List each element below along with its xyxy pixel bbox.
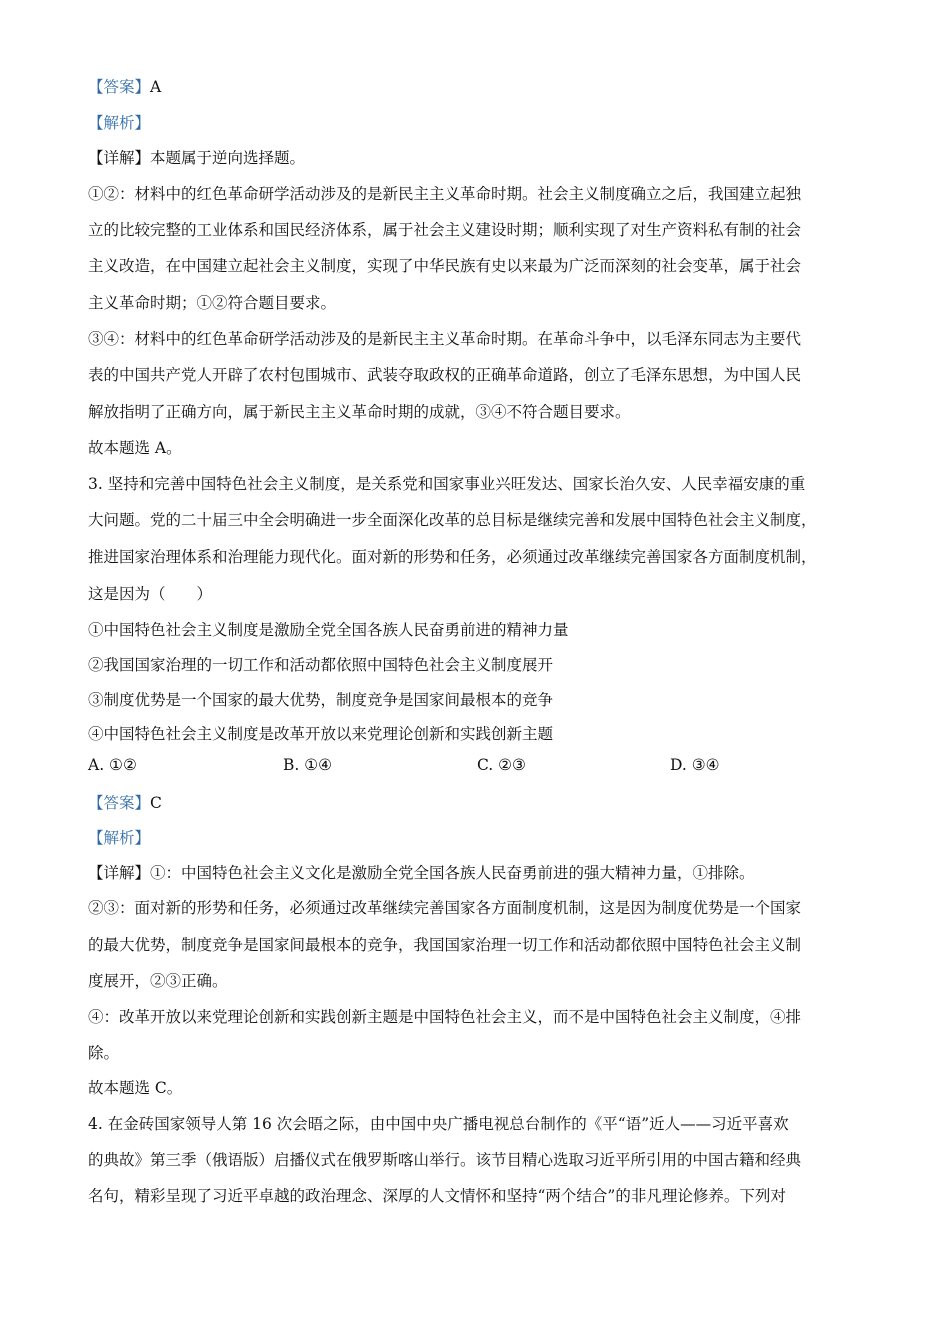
q3-detail3-line: ④：改革开放以来党理论创新和实践创新主题是中国特色社会主义，而不是中国特色社会主义制度，④排 xyxy=(88,1008,802,1026)
q3-statement: ①中国特色社会主义制度是激励全党全国各族人民奋勇前进的精神力量 xyxy=(88,621,569,639)
q3-statement: ②我国国家治理的一切工作和活动都依照中国特色社会主义制度展开 xyxy=(88,656,554,674)
answer-tag: 【答案】 xyxy=(88,78,151,96)
q3-conclusion: 故本题选 C。 xyxy=(88,1079,183,1097)
q4-stem-line: 的典故》第三季（俄语版）启播仪式在俄罗斯喀山举行。该节目精心选取习近平所引用的中国古籍和经典 xyxy=(88,1151,802,1169)
q3-stem-line: 这是因为（ ） xyxy=(88,585,213,603)
q2-answer-line xyxy=(88,75,161,97)
q3-option-a: A. ①② xyxy=(88,756,137,774)
q2-detail-intro-line xyxy=(88,146,305,168)
q4-stem-line: 4. 在金砖国家领导人第 16 次会晤之际，由中国中央广播电视总台制作的《平“语”近人——习近平喜欢 xyxy=(88,1115,789,1133)
q3-detail1-line xyxy=(88,861,755,883)
q2-para1-line: 立的比较完整的工业体系和国民经济体系，属于社会主义建设时期；顺利实现了对生产资料私有制的社会 xyxy=(88,221,802,239)
answer-tag: 【答案】 xyxy=(88,794,151,812)
answer-value: A xyxy=(150,78,162,96)
q3-option-c: C. ②③ xyxy=(477,756,526,774)
q2-para1-line: 主义革命时期；①②符合题目要求。 xyxy=(88,294,337,312)
q3-detail2-line: 度展开，②③正确。 xyxy=(88,972,228,990)
q3-option-b: B. ①④ xyxy=(283,756,333,774)
q3-analysis-tag: 【解析】 xyxy=(88,829,151,847)
q2-para2-line: ③④：材料中的红色革命研学活动涉及的是新民主主义革命时期。在革命斗争中，以毛泽东同志为主要代 xyxy=(88,330,802,348)
q2-para2-line: 表的中国共产党人开辟了农村包围城市、武装夺取政权的正确革命道路，创立了毛泽东思想，为中国人民 xyxy=(88,366,802,384)
q3-detail2-line: ②③：面对新的形势和任务，必须通过改革继续完善国家各方面制度机制，这是因为制度优势是一个国家 xyxy=(88,899,802,917)
q4-stem-line: 名句，精彩呈现了习近平卓越的政治理念、深厚的人文情怀和坚持“两个结合”的非凡理论修养。下列对 xyxy=(88,1187,786,1205)
q3-answer-line xyxy=(88,791,162,813)
q2-conclusion: 故本题选 A。 xyxy=(88,439,182,457)
q3-detail3-line: 除。 xyxy=(88,1044,120,1062)
q3-stem-line: 推进国家治理体系和治理能力现代化。面对新的形势和任务，必须通过改革继续完善国家各方面制度机制， xyxy=(88,548,817,566)
q2-analysis-tag: 【解析】 xyxy=(88,114,151,132)
detail-intro: 本题属于逆向选择题。 xyxy=(150,149,306,167)
detail1: ①：中国特色社会主义文化是激励全党全国各族人民奋勇前进的强大精神力量，①排除。 xyxy=(150,864,755,882)
q3-statement: ③制度优势是一个国家的最大优势，制度竞争是国家间最根本的竞争 xyxy=(88,691,554,709)
q2-para2-line: 解放指明了正确方向，属于新民主主义革命时期的成就，③④不符合题目要求。 xyxy=(88,403,631,421)
q3-stem-line: 3. 坚持和完善中国特色社会主义制度，是关系党和国家事业兴旺发达、国家长治久安、人民幸福安康的重 xyxy=(88,475,806,493)
q3-option-d: D. ③④ xyxy=(670,756,720,774)
q2-para1-line: 主义改造，在中国建立起社会主义制度，实现了中华民族有史以来最为广泛而深刻的社会变革，属于社会 xyxy=(88,257,802,275)
answer-value: C xyxy=(150,794,162,812)
q2-para1-line: ①②：材料中的红色革命研学活动涉及的是新民主主义革命时期。社会主义制度确立之后，我国建立起独 xyxy=(88,185,802,203)
detail-tag: 【详解】 xyxy=(88,149,151,167)
detail-tag: 【详解】 xyxy=(88,864,151,882)
q3-detail2-line: 的最大优势，制度竞争是国家间最根本的竞争，我国国家治理一切工作和活动都依照中国特色社会主义制 xyxy=(88,936,802,954)
q3-stem-line: 大问题。党的二十届三中全会明确进一步全面深化改革的总目标是继续完善和发展中国特色社会主义制度， xyxy=(88,511,817,529)
q3-statement: ④中国特色社会主义制度是改革开放以来党理论创新和实践创新主题 xyxy=(88,725,554,743)
